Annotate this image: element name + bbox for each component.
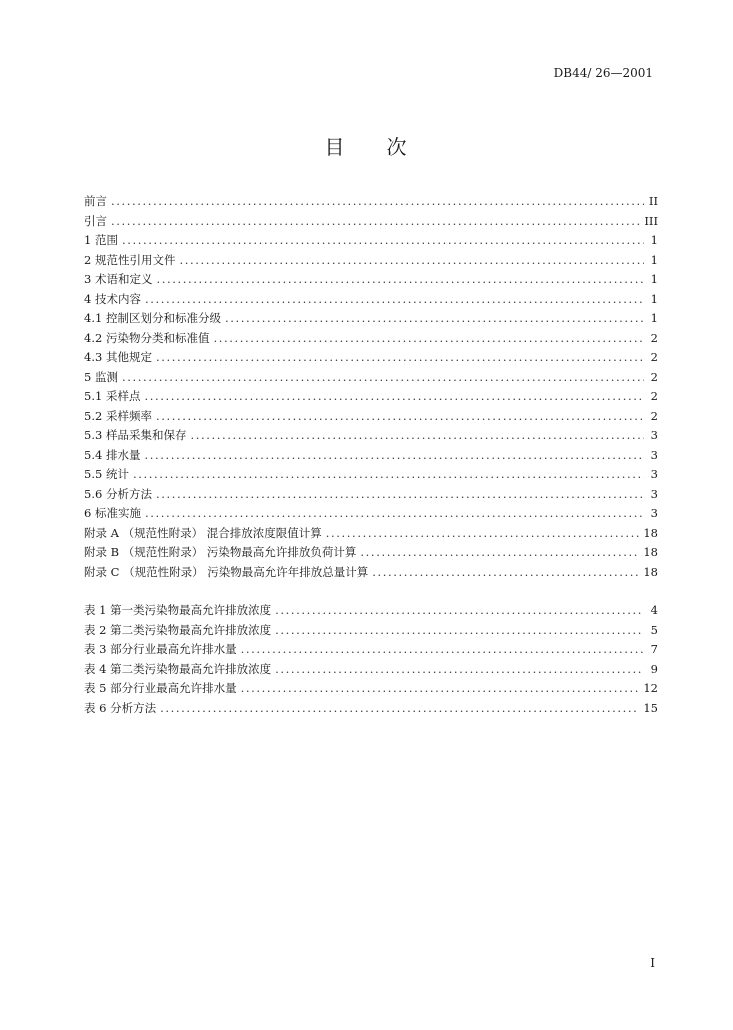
toc-list [84,192,658,582]
dot-leader [275,601,644,621]
dot-leader [144,387,644,407]
toc-entry-page: 18 [643,545,658,559]
table-entry-page: 12 [643,681,658,695]
toc-entry-page: II [648,194,658,208]
toc-entry[interactable] [84,426,658,446]
toc-entry-label: 3 术语和定义 [84,272,153,286]
toc-entry-label: 附录 A （规范性附录） 混合排放浓度限值计算 [84,525,322,540]
toc-entry-page: 1 [650,291,658,306]
toc-entry[interactable] [84,309,658,329]
toc-entry-page: 18 [643,564,658,579]
toc-entry[interactable] [84,504,658,524]
toc-entry-page: 2 [650,408,658,423]
toc-entry[interactable] [84,485,658,505]
toc-entry[interactable] [84,465,658,485]
table-entry-label: 表 4 第二类污染物最高允许排放浓度 [84,661,272,676]
toc-entry-page: 1 [650,233,658,247]
toc-entry-page: 1 [650,311,658,325]
page-title [0,131,733,160]
toc-entry[interactable] [84,563,658,583]
dot-leader [144,446,644,466]
toc-entry-page: 2 [650,330,658,345]
page-number: I [650,956,655,970]
table-entry-label: 表 5 部分行业最高允许排水量 [84,681,237,695]
dot-leader [156,485,644,505]
toc-entry-label: 5.5 统计 [84,467,129,481]
toc-entry[interactable] [84,192,658,212]
toc-entry-label: 附录 B （规范性附录） 污染物最高允许排放负荷计算 [84,545,357,559]
dot-leader [225,309,644,329]
dot-leader [145,504,644,524]
toc-entry-page: 1 [650,272,658,286]
toc-entry[interactable] [84,407,658,427]
table-entry[interactable] [84,640,658,660]
toc-entry-page: 3 [650,506,658,520]
table-entry-page: 4 [650,603,658,617]
table-entry[interactable] [84,679,658,699]
toc-entry-label: 4.2 污染物分类和标准值 [84,330,210,345]
title-part-2: 次 [386,135,409,159]
toc-entry[interactable] [84,329,658,349]
dot-leader [372,563,639,583]
table-entry-page: 7 [650,642,658,656]
table-entry[interactable] [84,660,658,680]
toc-entry[interactable] [84,387,658,407]
toc-entry-page: 2 [650,389,658,403]
dot-leader [111,212,640,232]
toc-entry-label: 4.3 其他规定 [84,350,152,364]
toc-entry-page: 3 [650,486,658,501]
toc-entry-label: 5.3 样品采集和保存 [84,428,187,442]
table-entry[interactable] [84,699,658,719]
toc-entry-label: 4 技术内容 [84,291,141,306]
dot-leader [156,270,644,290]
dot-leader [190,426,644,446]
table-entry-page: 5 [650,622,658,637]
dot-leader [213,329,644,349]
toc-entry[interactable] [84,270,658,290]
dot-leader [122,231,644,251]
table-entry-page: 9 [650,661,658,676]
toc-entry-label: 5 监测 [84,369,118,384]
toc-entry-label: 附录 C （规范性附录） 污染物最高允许年排放总量计算 [84,564,369,579]
table-entry[interactable] [84,601,658,621]
table-entry-label: 表 2 第二类污染物最高允许排放浓度 [84,622,272,637]
document-code: DB44/ 26—2001 [553,66,653,80]
toc-entry[interactable] [84,524,658,544]
toc-entry[interactable] [84,368,658,388]
dot-leader [122,368,644,388]
table-entry-label: 表 6 分析方法 [84,700,157,715]
toc-entry[interactable] [84,290,658,310]
toc-entry-label: 1 范围 [84,233,118,247]
toc-entry-label: 5.6 分析方法 [84,486,152,501]
table-list [84,601,658,718]
toc-entry[interactable] [84,231,658,251]
toc-entry-label: 6 标准实施 [84,506,141,520]
dot-leader [179,251,644,271]
toc-entry-page: 3 [650,467,658,481]
toc-entry-label: 5.4 排水量 [84,447,141,462]
dot-leader [133,465,644,485]
toc-entry-label: 5.2 采样频率 [84,408,152,423]
table-entry-label: 表 3 部分行业最高允许排水量 [84,642,237,656]
toc-entry-page: 18 [643,525,658,540]
toc-entry[interactable] [84,543,658,563]
toc-entry-page: 3 [650,447,658,462]
dot-leader [156,348,644,368]
toc-entry-label: 4.1 控制区划分和标准分级 [84,311,221,325]
toc-entry-page: 3 [650,428,658,442]
toc-entry-page: 1 [650,252,658,267]
dot-leader [275,621,644,641]
toc-entry-page: III [644,213,658,228]
toc-entry-page: 2 [650,350,658,364]
toc-entry-label: 5.1 采样点 [84,389,141,403]
table-entry-page: 15 [643,700,658,715]
title-part-1: 目 [324,135,347,159]
dot-leader [241,640,644,660]
dot-leader [241,679,640,699]
dot-leader [275,660,644,680]
table-entry-label: 表 1 第一类污染物最高允许排放浓度 [84,603,272,617]
dot-leader [326,524,640,544]
dot-leader [360,543,639,563]
toc-entry-label: 2 规范性引用文件 [84,252,176,267]
toc-entry[interactable] [84,212,658,232]
dot-leader [111,192,644,212]
toc-entry[interactable] [84,251,658,271]
toc-entry-page: 2 [650,369,658,384]
dot-leader [160,699,639,719]
dot-leader [145,290,644,310]
dot-leader [156,407,644,427]
table-entry[interactable] [84,621,658,641]
toc-entry-label: 引言 [84,213,107,228]
toc-entry-label: 前言 [84,194,107,208]
toc-entry[interactable] [84,348,658,368]
toc-entry[interactable] [84,446,658,466]
